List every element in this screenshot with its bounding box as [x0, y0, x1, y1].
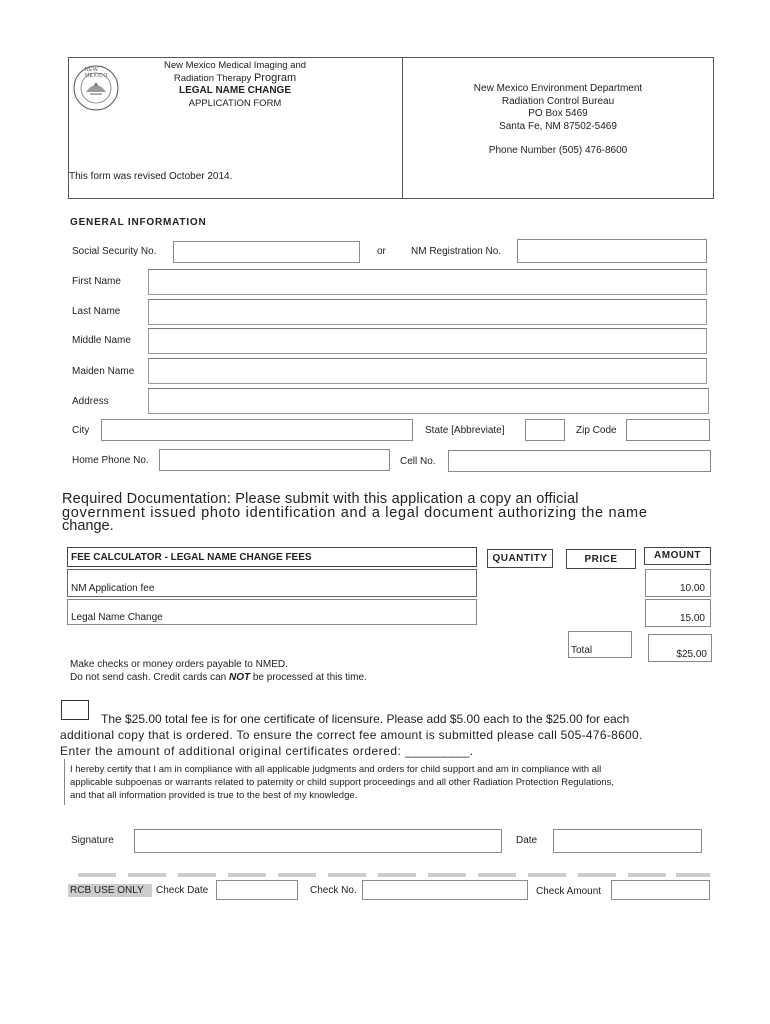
form-subtitle: APPLICATION FORM	[188, 98, 282, 109]
city-input[interactable]	[101, 419, 413, 441]
total-label-box	[568, 631, 632, 658]
rcb-use-only: RCB USE ONLY	[68, 884, 152, 897]
phone-number: Phone Number (505) 476-8600	[488, 145, 628, 156]
no-cash-b: be processed at this time.	[252, 672, 367, 683]
cut-line-dash	[428, 873, 466, 877]
bureau-name: Radiation Control Bureau	[501, 96, 615, 107]
first-name-input[interactable]	[148, 269, 707, 295]
middle-name-input[interactable]	[148, 328, 707, 354]
price-header: PRICE	[566, 549, 636, 569]
state-input[interactable]	[525, 419, 565, 441]
no-cash-a: Do not send cash. Credit cards can	[70, 672, 227, 683]
address-label: Address	[72, 396, 109, 407]
cut-line-dash	[178, 873, 216, 877]
last-name-input[interactable]	[148, 299, 707, 325]
fee-row	[67, 569, 477, 597]
ssn-label: Social Security No.	[72, 246, 157, 257]
total-value-box	[648, 634, 712, 662]
cut-line-dash	[578, 873, 616, 877]
total-label: Total	[571, 645, 593, 656]
cut-line-dash	[528, 873, 566, 877]
home-phone-input[interactable]	[159, 449, 390, 471]
check-amount-label: Check Amount	[536, 886, 602, 897]
fee-header	[67, 547, 477, 567]
maiden-name-input[interactable]	[148, 358, 707, 384]
fee-row-label: Legal Name Change	[71, 612, 163, 623]
city-zip: Santa Fe, NM 87502-5469	[499, 121, 617, 132]
program-line1: New Mexico Medical Imaging and	[163, 60, 307, 71]
payable-note: Make checks or money orders payable to NMED.	[70, 659, 288, 670]
cut-line-dash	[78, 873, 116, 877]
fee-row	[67, 599, 477, 625]
fee-amount-value: 10.00	[679, 583, 705, 594]
fee-row-label: NM Application fee	[71, 583, 155, 594]
zip-label: Zip Code	[576, 425, 617, 436]
total-value: $25.00	[676, 649, 707, 660]
fee-amount	[645, 599, 711, 627]
program-line2a: Radiation Therapy	[173, 73, 252, 84]
certificate-line1: The $25.00 total fee is for one certificate of licensure. Please add $5.00 each to the $25.00 for each	[101, 712, 630, 726]
cut-line-dash	[128, 873, 166, 877]
cut-line-dash	[278, 873, 316, 877]
certify-line1: I hereby certify that I am in compliance with all applicable judgments and orders for child support and am in compliance with all	[70, 764, 602, 775]
cut-line-dash	[676, 873, 710, 877]
signature-input[interactable]	[134, 829, 502, 853]
check-amount-input[interactable]	[611, 880, 710, 900]
state-label: State [Abbreviate]	[425, 425, 505, 436]
program-line2	[145, 72, 325, 84]
revised-note: This form was revised October 2014.	[69, 171, 233, 182]
form-title: LEGAL NAME CHANGE	[178, 85, 292, 96]
or-label: or	[377, 246, 386, 257]
maiden-name-label: Maiden Name	[72, 366, 135, 377]
no-cash-note	[70, 672, 367, 683]
last-name-label: Last Name	[72, 306, 121, 317]
city-label: City	[72, 425, 90, 436]
date-input[interactable]	[553, 829, 702, 853]
general-heading: GENERAL INFORMATION	[70, 217, 207, 228]
state-seal	[72, 64, 120, 112]
certificate-line2: additional copy that is ordered. To ensure the correct fee amount is submitted please call 505-476-8600.	[60, 728, 643, 742]
no-cash-not: NOT	[228, 672, 251, 683]
quantity-header: QUANTITY	[487, 549, 553, 568]
amount-header: AMOUNT	[644, 547, 711, 565]
certify-rule	[64, 759, 65, 805]
cut-line-dash	[378, 873, 416, 877]
program-line2b: Program	[253, 72, 297, 84]
required-docs-line3: change.	[62, 518, 114, 534]
date-label: Date	[516, 835, 538, 846]
certify-line2: applicable subpoenas or warrants related to paternity or child support proceedings and all other Radiation Protection Regulations,	[70, 777, 614, 788]
fee-header-label: FEE CALCULATOR - LEGAL NAME CHANGE FEES	[71, 552, 312, 563]
additional-certificates-checkbox[interactable]	[61, 700, 89, 720]
seal-text: NEW MEXICO	[85, 67, 108, 79]
zip-input[interactable]	[626, 419, 710, 441]
address-input[interactable]	[148, 388, 709, 414]
first-name-label: First Name	[72, 276, 121, 287]
fee-amount-value: 15.00	[679, 613, 705, 624]
nm-reg-label: NM Registration No.	[411, 246, 502, 257]
check-date-input[interactable]	[216, 880, 298, 900]
dept-name: New Mexico Environment Department	[473, 83, 643, 94]
home-phone-label: Home Phone No.	[72, 455, 149, 466]
middle-name-label: Middle Name	[72, 335, 131, 346]
po-box: PO Box 5469	[528, 108, 588, 119]
check-date-label: Check Date	[156, 885, 209, 896]
required-docs-line2: government issued photo identification and a legal document authorizing the name	[62, 505, 648, 521]
fee-amount	[645, 569, 711, 597]
cell-label: Cell No.	[400, 456, 436, 467]
nm-reg-input[interactable]	[517, 239, 707, 263]
check-no-input[interactable]	[362, 880, 528, 900]
cell-input[interactable]	[448, 450, 711, 472]
cut-line-dash	[478, 873, 516, 877]
required-docs-line1: Required Documentation: Please submit with this application a copy an official	[62, 491, 579, 507]
certificate-line3: Enter the amount of additional original certificates ordered: _________.	[60, 744, 474, 758]
check-no-label: Check No.	[310, 885, 357, 896]
cut-line-dash	[228, 873, 266, 877]
signature-label: Signature	[71, 835, 114, 846]
ssn-input[interactable]	[173, 241, 360, 263]
cut-line-dash	[628, 873, 666, 877]
cut-line-dash	[328, 873, 366, 877]
certify-line3: and that all information provided is true to the best of my knowledge.	[70, 790, 358, 801]
